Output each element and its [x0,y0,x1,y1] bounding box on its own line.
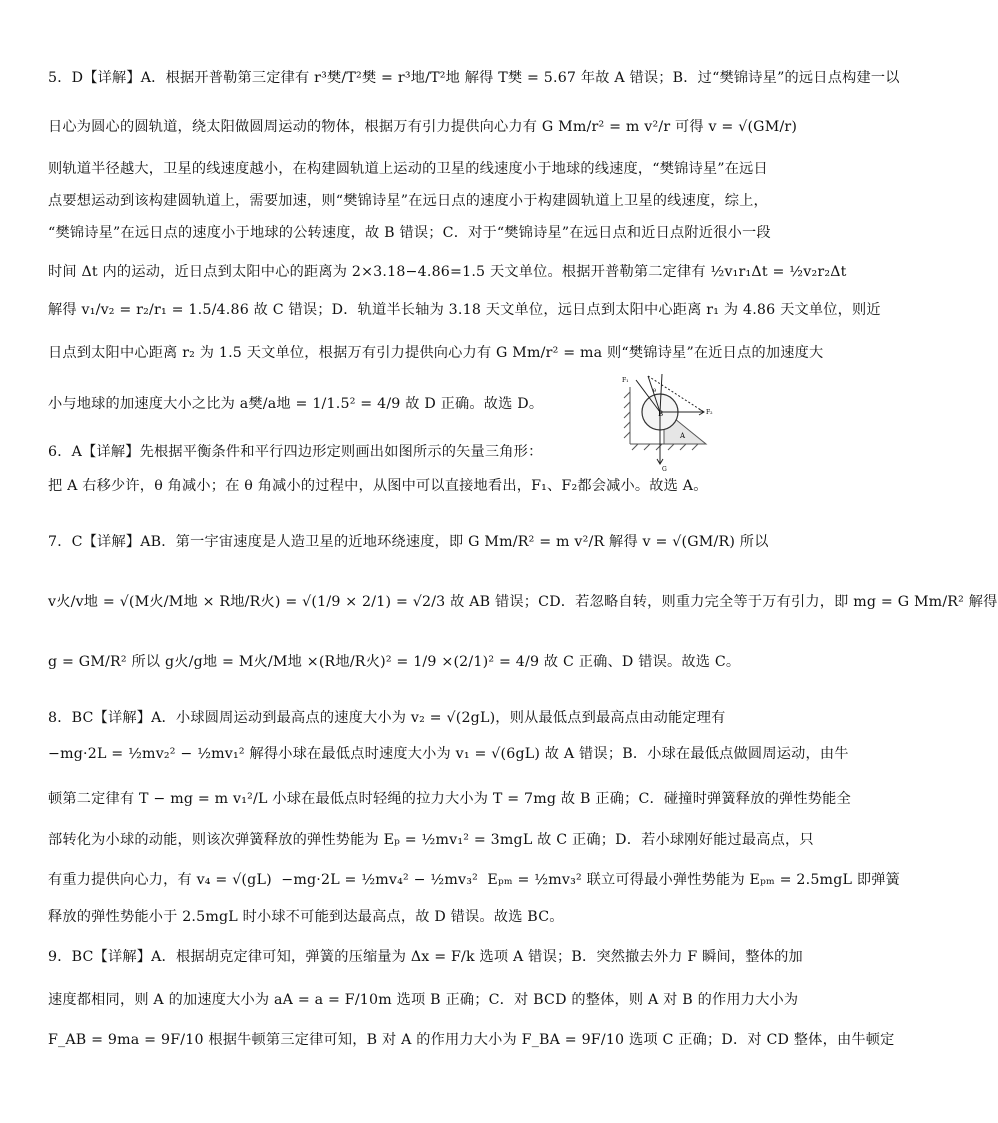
text-line-16: −mg·2L = ½mv₂² − ½mv₁² 解得小球在最低点时速度大小为 v₁ = √(6gL) 故 A 错误；B．小球在最低点做圆周运动，由牛 [48,746,849,762]
text-line-10: 6．A【详解】先根据平衡条件和平行四边形定则画出如图所示的矢量三角形： [48,444,543,460]
text-line-8: 日点到太阳中心距离 r₂ 为 1.5 天文单位，根据万有引力提供向心力有 G Mm/r² = ma 则“樊锦诗星”在近日点的加速度大 [48,345,824,361]
text-line-5: “樊锦诗星”在远日点的速度小于地球的公转速度，故 B 错误；C．对于“樊锦诗星”在远日点和近日点附近很小一段 [48,225,771,241]
text-line-21: 9．BC【详解】A．根据胡克定律可知，弹簧的压缩量为 Δx = F/k 选项 A 错误；B．突然撤去外力 F 瞬间，整体的加 [48,949,803,965]
label-a: A [680,432,686,440]
text-line-19: 有重力提供向心力，有 v₄ = √(gL) −mg·2L = ½mv₄² − ½mv₃² Eₚₘ = ½mv₃² 联立可得最小弹性势能为 Eₚₘ = 2.5mgL 即弹簧 [48,872,900,888]
label-b: B [658,410,664,418]
label-f1: F₁ [622,377,629,384]
text-line-14: g = GM/R² 所以 g火/g地 = M火/M地 ×(R地/R火)² = 1/9 ×(2/1)² = 4/9 故 C 正确、D 错误。故选 C。 [48,654,741,670]
label-f2: F₂ [706,409,713,416]
text-line-18: 部转化为小球的动能，则该次弹簧释放的弹性势能为 Eₚ = ½mv₁² = 3mgL 故 C 正确；D．若小球刚好能过最高点，只 [48,832,814,848]
force-triangle-figure [618,372,718,472]
text-line-9: 小与地球的加速度大小之比为 a樊/a地 = 1/1.5² = 4/9 故 D 正确。故选 D。 [48,396,544,412]
text-line-17: 顿第二定律有 T − mg = m v₁²/L 小球在最低点时轻绳的拉力大小为 T = 7mg 故 B 正确；C．碰撞时弹簧释放的弹性势能全 [48,791,851,807]
text-line-2: 日心为圆心的圆轨道，绕太阳做圆周运动的物体，根据万有引力提供向心力有 G Mm/r² = m v²/r 可得 v = √(GM/r) [48,119,798,135]
text-line-12: 7．C【详解】AB．第一宇宙速度是人造卫星的近地环绕速度，即 G Mm/R² = m v²/R 解得 v = √(GM/R) 所以 [48,534,769,550]
text-line-20: 释放的弹性势能小于 2.5mgL 时小球不可能到达最高点，故 D 错误。故选 BC。 [48,909,564,925]
text-line-7: 解得 v₁/v₂ = r₂/r₁ = 1.5/4.86 故 C 错误；D．轨道半长轴为 3.18 天文单位，远日点到太阳中心距离 r₁ 为 4.86 天文单位，则近 [48,302,881,318]
text-line-11: 把 A 右移少许，θ 角减小；在 θ 角减小的过程中，从图中可以直接地看出，F₁、F₂都会减小。故选 A。 [48,478,708,494]
text-line-1: 5．D【详解】A．根据开普勒第三定律有 r³樊/T²樊 = r³地/T²地 解得 T樊 = 5.67 年故 A 错误；B．过“樊锦诗星”的远日点构建一以 [48,70,900,86]
text-line-23: F_AB = 9ma = 9F/10 根据牛顿第三定律可知，B 对 A 的作用力大小为 F_BA = 9F/10 选项 C 正确；D．对 CD 整体，由牛顿定 [48,1032,895,1048]
text-line-13: v火/v地 = √(M火/M地 × R地/R火) = √(1/9 × 2/1) = √2/3 故 AB 错误；CD．若忽略自转，则重力完全等于万有引力，即 mg = G Mm/R² 解得 [48,594,998,610]
text-line-4: 点要想运动到该构建圆轨道上，需要加速，则“樊锦诗星”在远日点的速度小于构建圆轨道上卫星的线速度，综上， [48,193,768,209]
text-line-6: 时间 Δt 内的运动，近日点到太阳中心的距离为 2×3.18−4.86=1.5 天文单位。根据开普勒第二定律有 ½v₁r₁Δt = ½v₂r₂Δt [48,264,847,280]
label-g: G [662,466,667,473]
text-line-15: 8．BC【详解】A．小球圆周运动到最高点的速度大小为 v₂ = √(2gL)，则从最低点到最高点由动能定理有 [48,710,726,726]
text-line-3: 则轨道半径越大，卫星的线速度越小，在构建圆轨道上运动的卫星的线速度小于地球的线速度，“樊锦诗星”在远日 [48,161,768,177]
label-theta: θ [653,388,657,394]
text-line-22: 速度都相同，则 A 的加速度大小为 aA = a = F/10m 选项 B 正确；C．对 BCD 的整体，则 A 对 B 的作用力大小为 [48,992,799,1008]
